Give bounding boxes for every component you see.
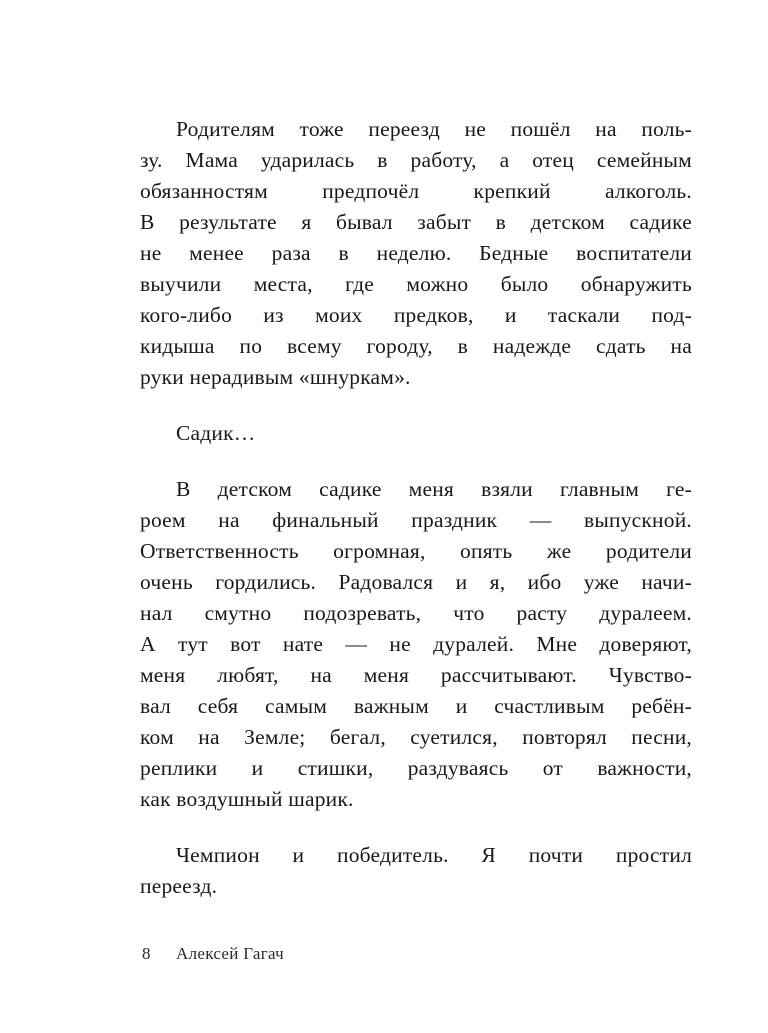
text-line: Садик… — [176, 421, 256, 445]
paragraph — [140, 418, 692, 449]
page-text — [140, 114, 692, 902]
text-line: А тут вот нате — не дуралей. Мне доверяют, — [140, 632, 692, 656]
text-line: Родителям тоже переезд не пошёл на поль- — [176, 117, 692, 141]
text-line: зу. Мама ударилась в работу, а отец семейным — [140, 148, 692, 172]
text-line: кидыша по всему городу, в надежде сдать на — [140, 334, 692, 358]
text-line: очень гордились. Радовался и я, ибо уже начи- — [140, 570, 692, 594]
page-footer — [142, 942, 694, 966]
text-line: Чемпион и победитель. Я почти простил — [176, 843, 692, 867]
text-line: не менее раза в неделю. Бедные воспитатели — [140, 241, 692, 265]
text-line: ком на Земле; бегал, суетился, повторял песни, — [140, 725, 692, 749]
paragraph — [140, 474, 692, 815]
text-line: выучили места, где можно было обнаружить — [140, 272, 692, 296]
text-line: переезд. — [140, 874, 218, 898]
text-line: вал себя самым важным и счастливым ребён- — [140, 694, 692, 718]
text-line: роем на финальный праздник — выпускной. — [140, 508, 692, 532]
page-number: 8 — [142, 944, 151, 963]
text-line: обязанностям предпочёл крепкий алкоголь. — [140, 179, 692, 203]
text-line: меня любят, на меня рассчитывают. Чувство- — [140, 663, 692, 687]
text-line: реплики и стишки, раздуваясь от важности, — [140, 756, 692, 780]
text-line: Ответственность огромная, опять же родители — [140, 539, 692, 563]
paragraph — [140, 840, 692, 902]
text-line: нал смутно подозревать, что расту дуралеем. — [140, 601, 692, 625]
author-name: Алексей Гагач — [176, 944, 285, 963]
text-line: как воздушный шарик. — [140, 787, 354, 811]
paragraph — [140, 114, 692, 393]
text-line: В результате я бывал забыт в детском садике — [140, 210, 692, 234]
text-line: кого-либо из моих предков, и таскали под- — [140, 303, 692, 327]
text-line: В детском садике меня взяли главным ге- — [176, 477, 692, 501]
text-line: руки нерадивым «шнуркам». — [140, 365, 411, 389]
